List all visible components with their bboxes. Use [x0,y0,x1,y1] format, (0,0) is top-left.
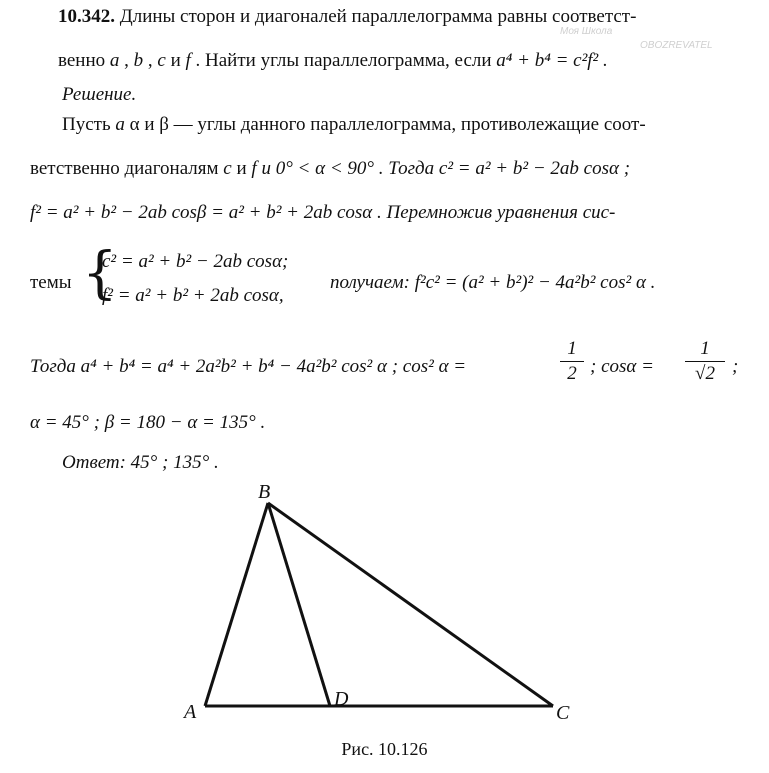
watermark-brand2: OBOZREVATEL [640,40,713,51]
solution-line-4-result: получаем: f²c² = (a² + b²)² − 4a²b² cos² α . [330,272,656,293]
sol-var-c: c [223,158,232,179]
var-c: c [157,50,166,71]
side-BC [268,503,553,706]
sol-text-1a: Пусть [62,114,111,135]
var-f: f [185,50,191,71]
figure-caption: Рис. 10.126 [341,739,428,759]
problem-condition: a⁴ + b⁴ = c²f² . [496,50,608,71]
var-a: a [109,50,120,71]
solution-line-4-label: темы [30,272,72,293]
solution-line-5b: ; cosα = [590,356,654,377]
problem-text-2b: . Найти углы параллелограмма, если [195,50,492,71]
fraction-inv-sqrt2-numerator: 1 [700,338,710,359]
label-A: A [184,701,197,723]
watermark-brand: Моя Школа [560,26,613,37]
label-B: B [258,481,271,503]
solution-heading: Решение. [62,84,137,105]
answer-value: 45° ; 135° . [130,452,219,473]
sol-text-2a: ветственно диагоналям [30,158,219,179]
side-AB [205,503,268,706]
fraction-inv-sqrt2-denominator: √2 [695,363,715,384]
sol-text-1b: α и β — углы данного параллелограмма, противолежащие соот- [129,114,646,135]
segment-BD [268,503,330,706]
system-equation-1: c² = a² + b² − 2ab cosα; [102,251,289,272]
fraction-half-denominator: 2 [567,363,577,384]
sol-text-2c: и 0° < α < 90° . Тогда c² = a² + b² − 2ab cosα ; [261,158,631,179]
solution-line-5c: ; [732,356,739,377]
problem-number: 10.342. [58,6,115,27]
var-b: b [133,50,144,71]
system-equation-2: f² = a² + b² + 2ab cosα, [102,285,284,306]
solution-line-3: f² = a² + b² − 2ab cosβ = a² + b² + 2ab cosα . Перемножив уравнения сис- [30,202,616,223]
fraction-half-numerator: 1 [567,338,577,359]
conj-and: и [170,50,181,71]
problem-text-1: Длины сторон и диагоналей параллелограмма равны соответст- [119,6,637,27]
problem-text-2a: венно [58,50,106,71]
answer-label: Ответ: [62,452,126,473]
solution-line-5a: Тогда a⁴ + b⁴ = a⁴ + 2a²b² + b⁴ − 4a²b² cos² α ; cos² α = [30,356,467,377]
label-D: D [334,688,349,710]
sol-text-2b: и [236,158,247,179]
system-brace: { [82,241,118,306]
label-C: C [556,702,570,724]
solution-line-6: α = 45° ; β = 180 − α = 135° . [30,412,266,433]
sol-var-a: a [115,114,125,135]
problem-line-2: венно a , b , c и f . Найти углы параллелограмма, если a⁴ + b⁴ = c²f² . [58,50,608,71]
sol-var-f: f [251,158,257,179]
